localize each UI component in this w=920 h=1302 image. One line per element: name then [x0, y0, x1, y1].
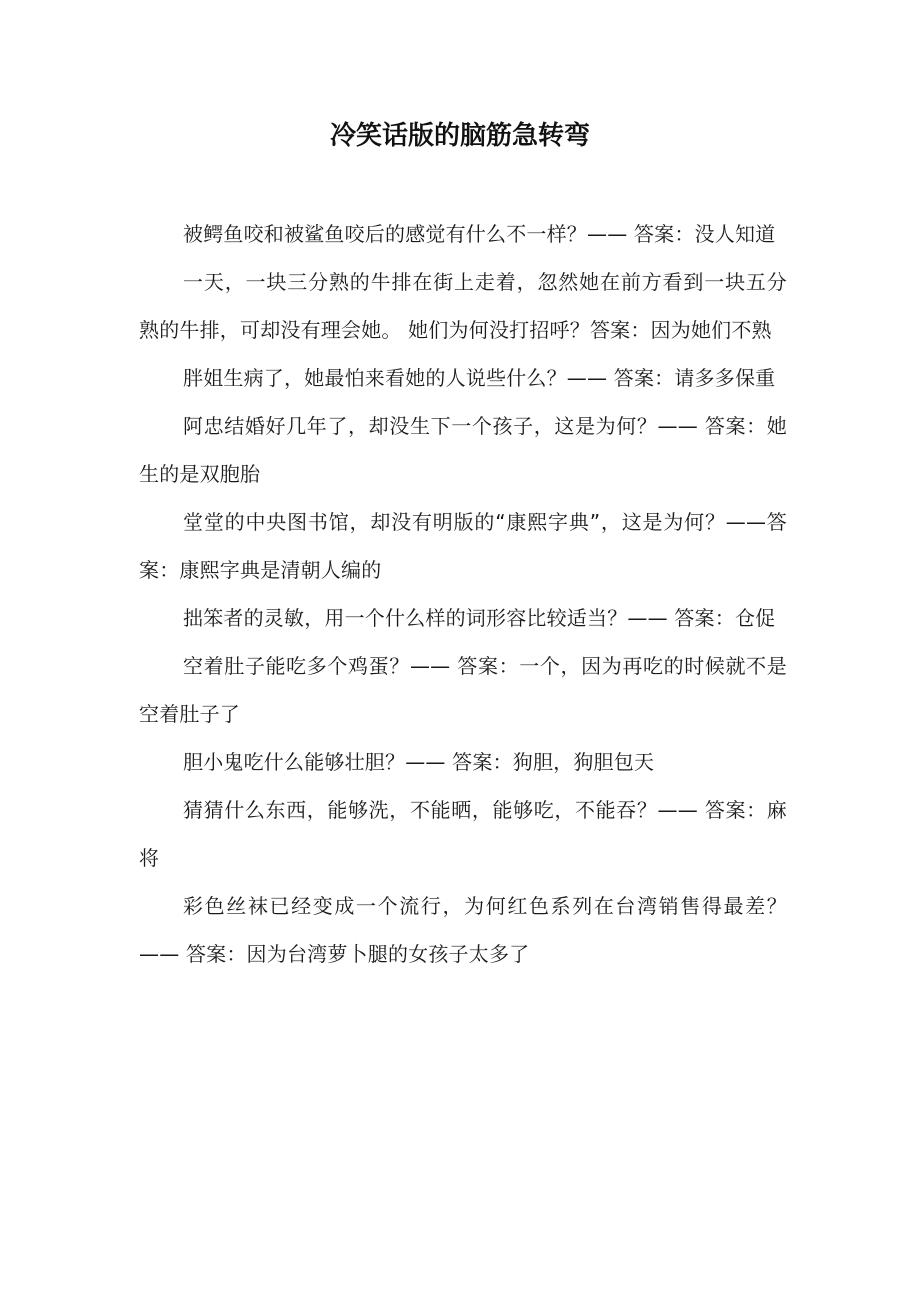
paragraph: 一天，一块三分熟的牛排在街上走着，忽然她在前方看到一块五分熟的牛排，可却没有理会她。 她们为何没打招呼？答案：因为她们不熟 [139, 270, 787, 342]
paragraph: 堂堂的中央图书馆，却没有明版的“康熙字典”，这是为何？——答案：康熙字典是清朝人编的 [139, 510, 787, 582]
paragraph: 胖姐生病了，她最怕来看她的人说些什么？—— 答案：请多多保重 [183, 366, 776, 390]
paragraph: 阿忠结婚好几年了，却没生下一个孩子，这是为何？—— 答案：她生的是双胞胎 [139, 414, 787, 486]
paragraph: 彩色丝袜已经变成一个流行，为何红色系列在台湾销售得最差？—— 答案：因为台湾萝卜腿的女孩子太多了 [139, 894, 787, 966]
paragraph: 空着肚子能吃多个鸡蛋？—— 答案：一个，因为再吃的时候就不是空着肚子了 [139, 654, 787, 726]
document-body [139, 210, 787, 978]
paragraph: 胆小鬼吃什么能够壮胆？—— 答案：狗胆，狗胆包天 [183, 750, 655, 774]
paragraph: 猜猜什么东西，能够洗，不能晒，能够吃，不能吞？—— 答案：麻将 [139, 798, 787, 870]
document-title: 冷笑话版的脑筋急转弯 [329, 121, 590, 151]
paragraph: 被鳄鱼咬和被鲨鱼咬后的感觉有什么不一样？—— 答案：没人知道 [183, 222, 776, 246]
paragraph: 拙笨者的灵敏，用一个什么样的词形容比较适当？—— 答案：仓促 [183, 606, 776, 630]
